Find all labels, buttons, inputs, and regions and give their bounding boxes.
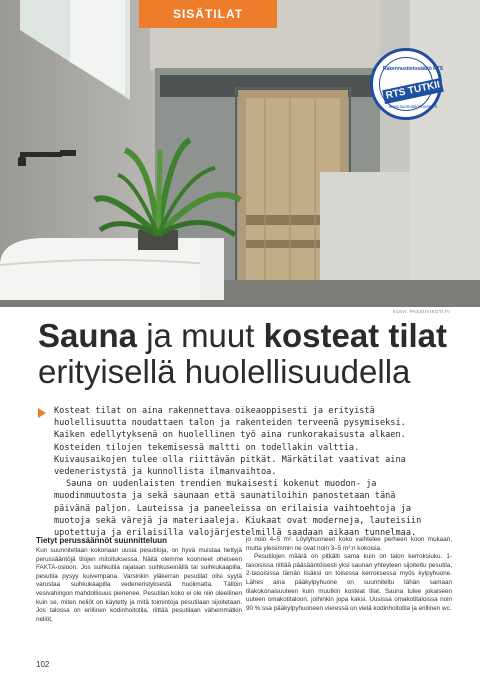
- article-title: [38, 318, 468, 390]
- shower-partition: [320, 172, 410, 297]
- lead-p2: Sauna on uudenlaisten trendien mukaisesti kokenut muodon- ja muodinmuutosta ja sekä saunaan että saunatiloihin panostetaan tänä päivänä paljon. Lauteissa ja paneeleissa on erilaisia vaihtoehtoja ja muotoja sekä värejä ja materiaaleja. Kiukaat ovat moderneja, lauteisiin upotettuja ja erilaisilla valojärjestelmillä saadaan aikaan tunnelmaa.: [54, 479, 422, 539]
- rts-tutkii-badge: [370, 48, 442, 120]
- body-left-p1: Kun suunnitellaan kokonaan uusia pesutiloja, on hyvä muistaa tiettyjä perussääntöjä tilojen mitoituksessa. Näitä olemme koonneet oheiseen FAKTA-osioon. Jos suihkutila rajataan suihkuseinällä tai suihkukaapilla, pesutila pysyy kuivempana. Varsinkin yläkerran pesutilat olisi syytä varustaa suihkukaapilla vedeneristyksestä huolimatta. Tällöin vesivahingon mahdollisuus pienenee. Pesutilan koko ei ole niin oleellinen kuin se, miten neliöt on käytetty ja mitä toimintoja pesutilaan sijoitetaan. Jos talossa on erillinen kodinhoitotila, riittää pesutilaan vähemmätkin neliöt,: [36, 547, 242, 623]
- hero-photo: [0, 0, 480, 307]
- badge-main-text: RTS TUTKII: [382, 78, 444, 104]
- body-column-left: [36, 536, 242, 624]
- body-right-p2: Pesutilojen määrä on pitkälti sama kuin on talon kerroksiuku. 1-tasoisissa riittää pääsääntöisesti yksi saunan yhteyteen sijoitettu pesutila, 2-tasoisissa tämän lisäksi on toisessa kerroksessa myös kylpyhuone. Lähes aina pääkylpyhuone on suunniteltu tähän samaan tilakokonaisuuteen kuin muutkin kosteat tilat. Sauna tulee jokaiseen uuteen omakotitaloon, joihinkin jopa kaksi. Uusissa omakotitaloissa noin 90 %:ssa pääkylpyhuoneen vieressä on vielä kodinhoitotila ja erillinen wc.: [246, 553, 452, 612]
- badge-bottom-text: www.suomitalonnostot.fi: [388, 104, 438, 109]
- section-label: SISÄTILAT: [172, 7, 244, 21]
- page-number: 102: [36, 660, 50, 669]
- badge-ring: [379, 57, 444, 111]
- body-right-p1: jo noin 4–5 m². Löylyhuoneen koko vaihtelee perheen koon mukaan, mutta yleisimmin ne ovat noin 3–5 m²:n kokoisia.: [246, 536, 452, 552]
- badge-top-text: Rakennustietosäätiö RTS: [382, 66, 444, 72]
- title-line-1: [38, 318, 468, 354]
- bathtub-icon: [0, 238, 223, 300]
- subheading: Tietyt perussäännöt suunnitteluun: [36, 536, 167, 545]
- lead-arrow-icon: [38, 408, 46, 418]
- title-bold-2: kosteat tilat: [263, 317, 447, 354]
- body-column-right: [246, 536, 452, 613]
- title-light-1: ja muut: [137, 317, 264, 354]
- title-line-2: erityisellä huolellisuudella: [38, 353, 411, 390]
- lead-p1: Kosteat tilat on aina rakennettava oikeaoppisesti ja erityistä huolellisuutta noudattaen talon ja rakenteiden terveenä pysymiseksi. Kaiken edellytyksenä on huolellinen työ aina runkorakaisusta alkaen. Kosteiden tilojen tekemisessä maltti on todellakin valttia. Kuivausaikojen tulee olla riittävän pitkät. Märkätilat vaativat aina vedeneristystä ja kunnollista ilmanvaihtoa.: [54, 406, 406, 478]
- lead-paragraph: [54, 405, 424, 539]
- bathroom-photo: [0, 0, 480, 307]
- title-bold-1: Sauna: [38, 317, 138, 354]
- photo-credit: KUVA: PASSIIVIKOTI.FI: [393, 309, 450, 314]
- section-tab: [139, 0, 277, 28]
